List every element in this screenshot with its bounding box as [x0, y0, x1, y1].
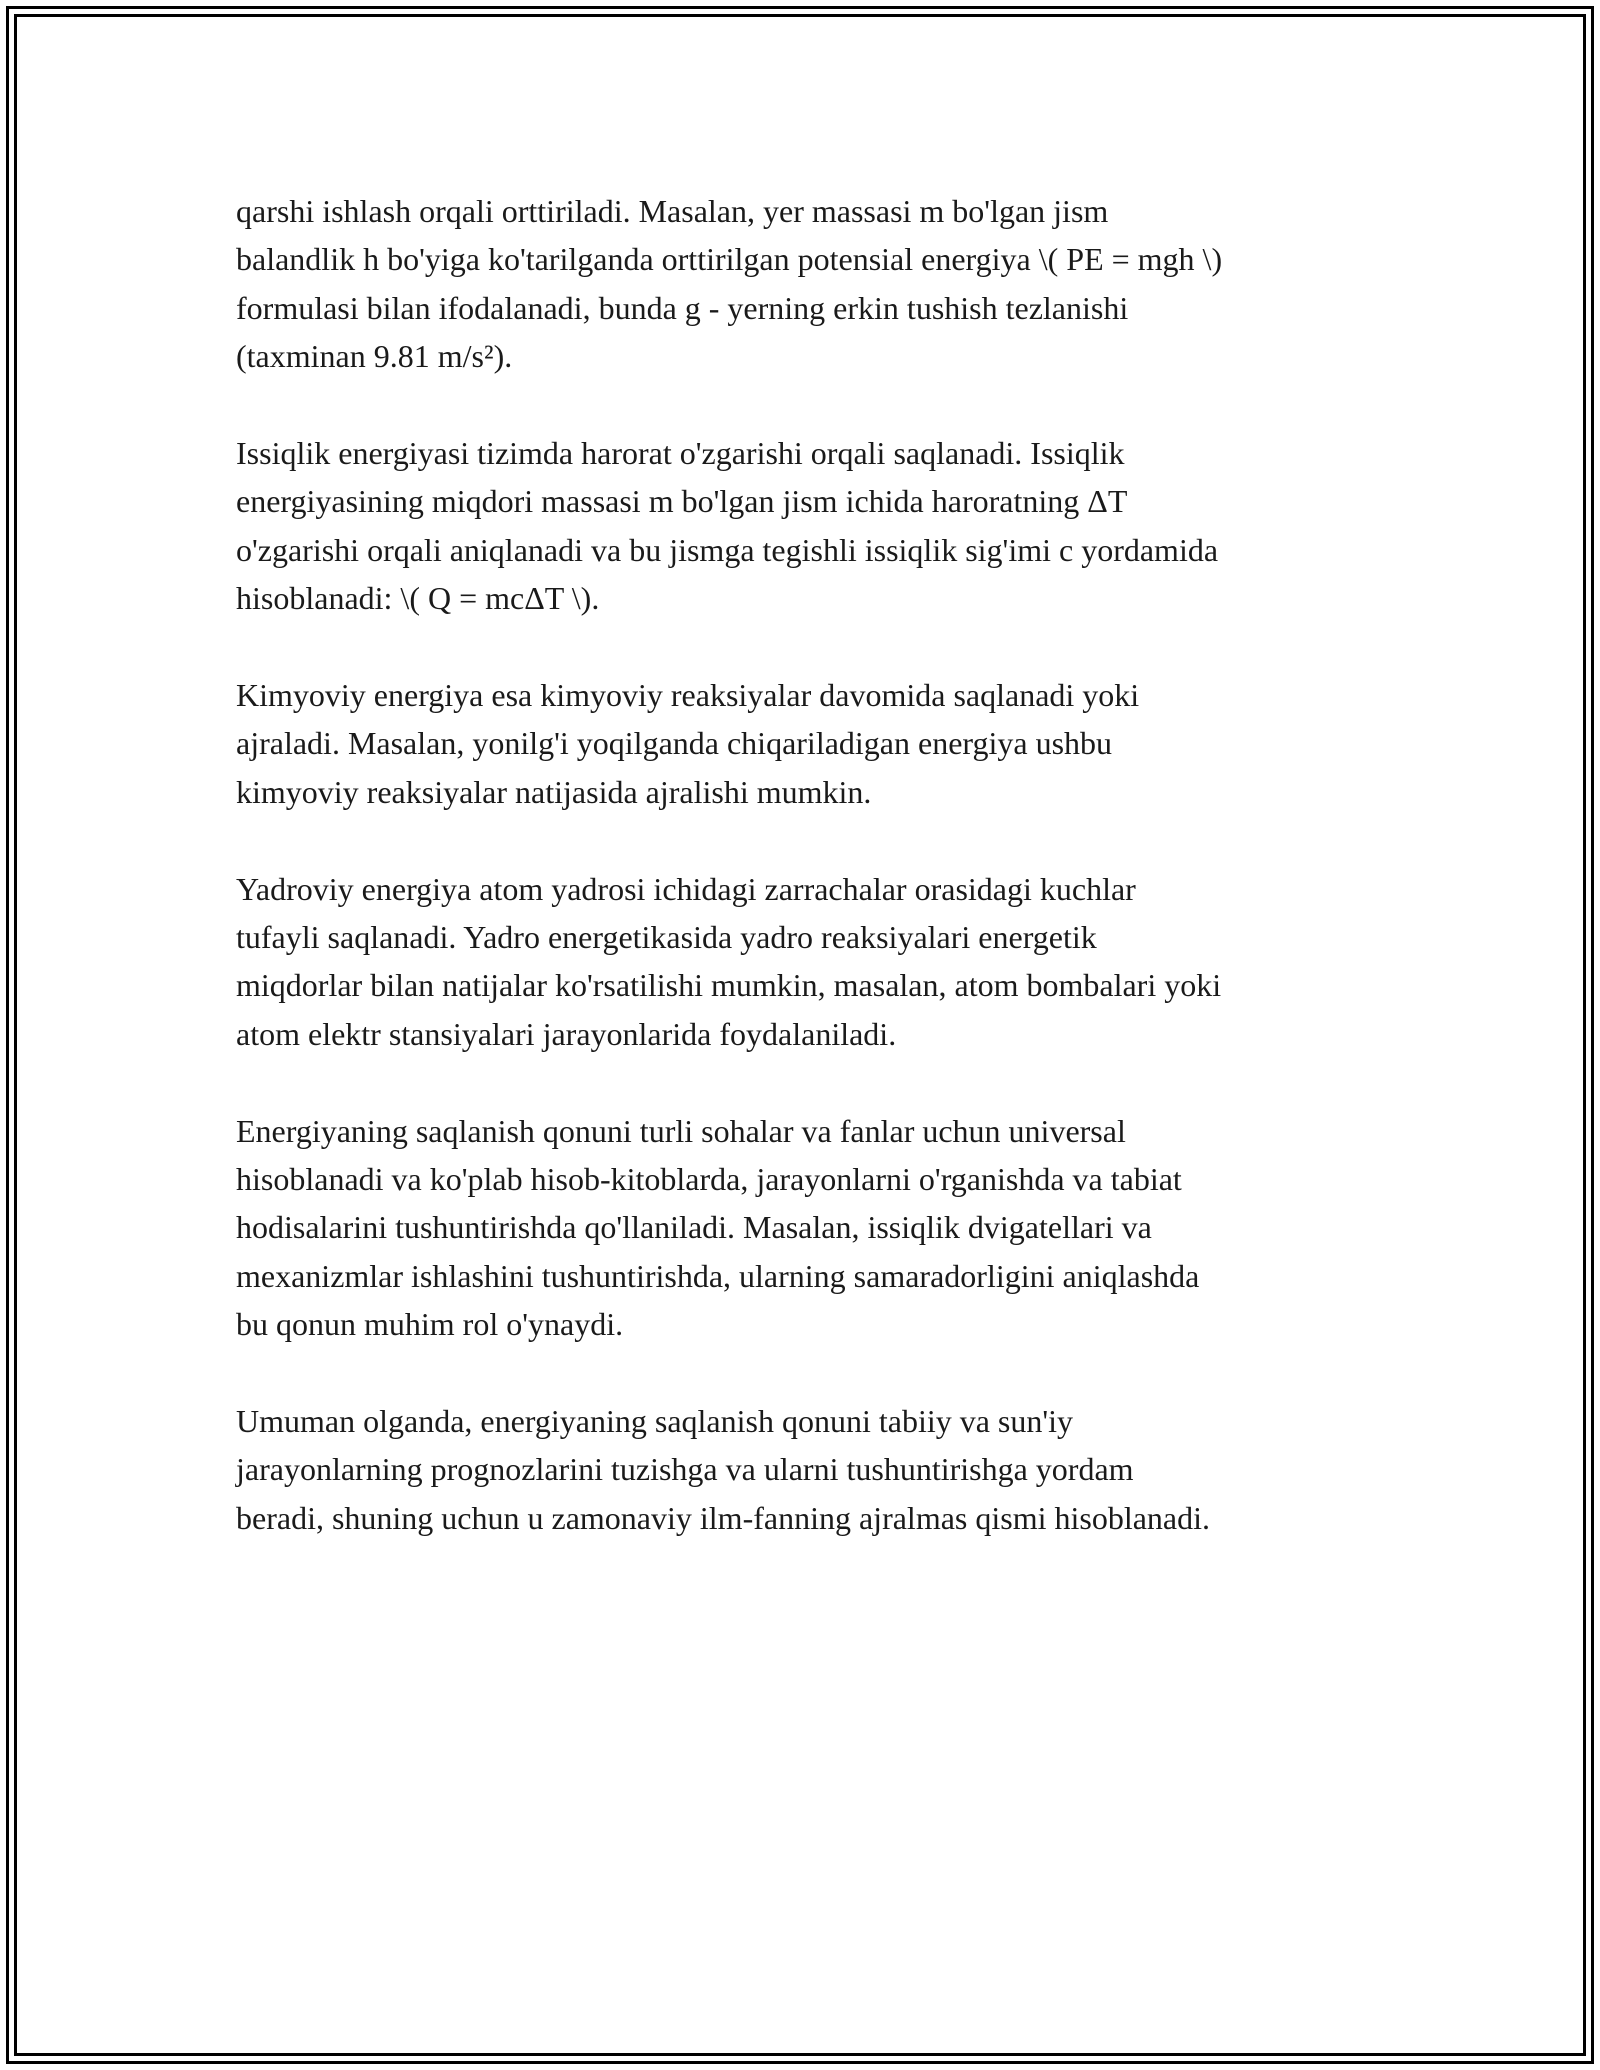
paragraph-conclusion	[236, 1397, 1376, 1542]
text-line: Yadroviy energiya atom yadrosi ichidagi zarrachalar orasidagi kuchlar	[236, 870, 1136, 907]
text-line: tufayli saqlanadi. Yadro energetikasida yadro reaksiyalari energetik	[236, 919, 1097, 956]
document-body	[236, 187, 1376, 1591]
text-line: Kimyoviy energiya esa kimyoviy reaksiyalar davomida saqlanadi yoki	[236, 677, 1140, 714]
text-line: Umuman olganda, energiyaning saqlanish qonuni tabiiy va sun'iy	[236, 1403, 1074, 1440]
text-line: jarayonlarning prognozlarini tuzishga va ularni tushuntirishga yordam	[236, 1451, 1134, 1488]
text-line: Issiqlik energiyasi tizimda harorat o'zgarishi orqali saqlanadi. Issiqlik	[236, 435, 1125, 472]
text-line: hisoblanadi: \( Q = mcΔT \).	[236, 580, 600, 617]
paragraph-thermal-energy	[236, 429, 1376, 623]
text-line: balandlik h bo'yiga ko'tarilganda orttirilgan potensial energiya \( PE = mgh \)	[236, 241, 1223, 278]
paragraph-chemical-energy	[236, 671, 1376, 816]
text-line: o'zgarishi orqali aniqlanadi va bu jismga tegishli issiqlik sig'imi c yordamida	[236, 531, 1219, 568]
text-line: mexanizmlar ishlashini tushuntirishda, ularning samaradorligini aniqlashda	[236, 1257, 1200, 1294]
paragraph-conservation-law	[236, 1107, 1376, 1349]
paragraph-nuclear-energy	[236, 865, 1376, 1059]
text-line: bu qonun muhim rol o'ynaydi.	[236, 1306, 624, 1343]
text-line: Energiyaning saqlanish qonuni turli sohalar va fanlar uchun universal	[236, 1112, 1126, 1149]
text-line: qarshi ishlash orqali orttiriladi. Masalan, yer massasi m bo'lgan jism	[236, 193, 1109, 229]
text-line: beradi, shuning uchun u zamonaviy ilm-fanning ajralmas qismi hisoblanadi.	[236, 1499, 1211, 1536]
text-line: kimyoviy reaksiyalar natijasida ajralishi mumkin.	[236, 773, 872, 810]
text-line: formulasi bilan ifodalanadi, bunda g - yerning erkin tushish tezlanishi	[236, 289, 1129, 326]
text-line: hisoblanadi va ko'plab hisob-kitoblarda, jarayonlarni o'rganishda va tabiat	[236, 1161, 1182, 1198]
text-line: atom elektr stansiyalari jarayonlarida foydalaniladi.	[236, 1015, 897, 1052]
text-line: (taxminan 9.81 m/s²).	[236, 338, 513, 375]
text-line: miqdorlar bilan natijalar ko'rsatilishi mumkin, masalan, atom bombalari yoki	[236, 967, 1222, 1004]
text-line: hodisalarini tushuntirishda qo'llaniladi. Masalan, issiqlik dvigatellari va	[236, 1209, 1152, 1246]
paragraph-potential-energy	[236, 187, 1376, 381]
text-line: energiyasining miqdori massasi m bo'lgan jism ichida haroratning ΔT	[236, 483, 1128, 520]
text-line: ajraladi. Masalan, yonilg'i yoqilganda chiqariladigan energiya ushbu	[236, 725, 1113, 762]
